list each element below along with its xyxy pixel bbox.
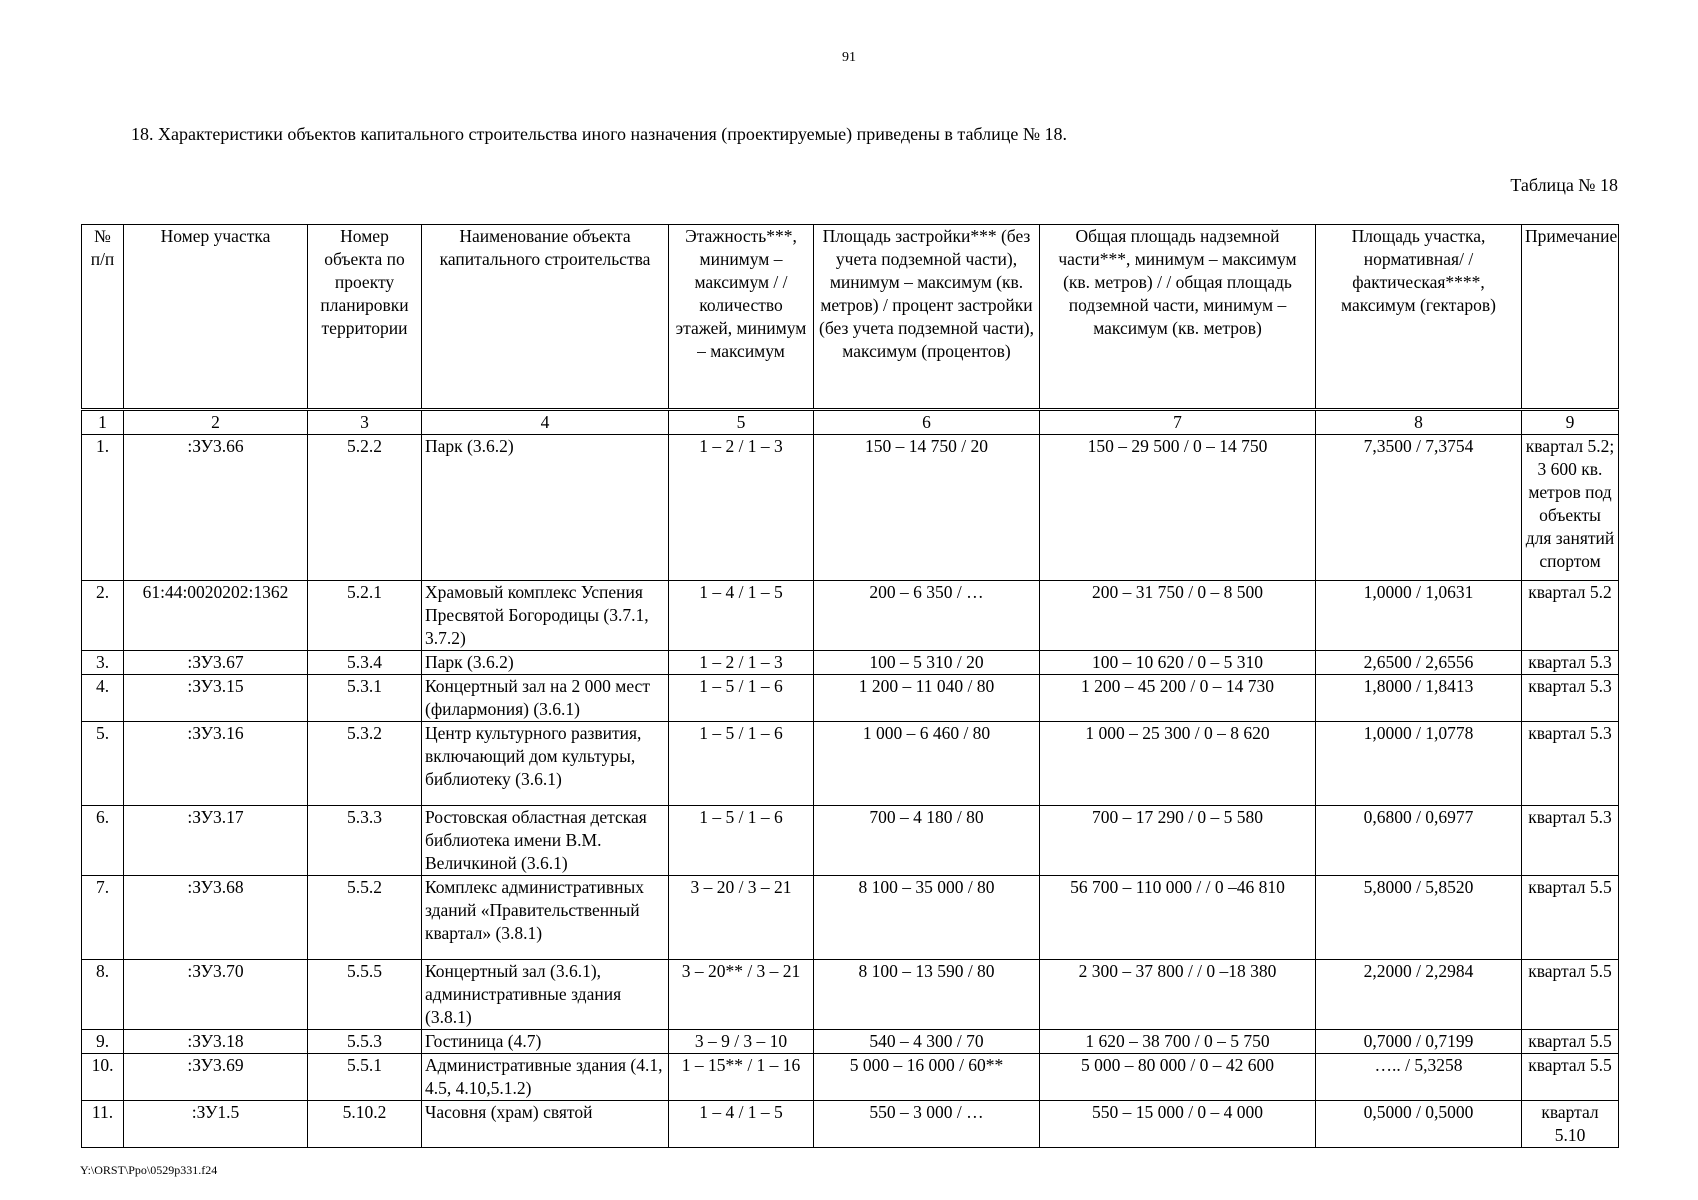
object-name-cell: Центр культурного развития, включающий дом культуры, библиотеку (3.6.1) <box>422 722 669 806</box>
total-area-cell: 1 000 – 25 300 / 0 – 8 620 <box>1040 722 1316 806</box>
plot-area-cell: 1,0000 / 1,0631 <box>1316 581 1522 651</box>
table-row <box>82 722 1619 806</box>
object-name-cell: Концертный зал на 2 000 мест (филармония) (3.6.1) <box>422 675 669 722</box>
total-area-cell: 700 – 17 290 / 0 – 5 580 <box>1040 806 1316 876</box>
object-number-cell: 5.3.2 <box>308 722 422 806</box>
header-cell-9: Примечание <box>1522 225 1619 410</box>
object-name-cell: Парк (3.6.2) <box>422 435 669 581</box>
page-number: 91 <box>842 50 856 65</box>
plot-area-cell: 0,5000 / 0,5000 <box>1316 1101 1522 1148</box>
row-number-cell: 9. <box>82 1030 124 1054</box>
column-number: 3 <box>308 410 422 435</box>
object-number-cell: 5.5.3 <box>308 1030 422 1054</box>
plot-area-cell: 2,2000 / 2,2984 <box>1316 960 1522 1030</box>
header-cell-3: Номер объекта по проекту планировки территории <box>308 225 422 410</box>
row-number-cell: 1. <box>82 435 124 581</box>
header-row <box>82 225 1619 410</box>
plot-area-cell: 5,8000 / 5,8520 <box>1316 876 1522 960</box>
header-cell-4: Наименование объекта капитального строительства <box>422 225 669 410</box>
object-number-cell: 5.3.3 <box>308 806 422 876</box>
row-number-cell: 6. <box>82 806 124 876</box>
built-area-cell: 1 000 – 6 460 / 80 <box>814 722 1040 806</box>
storeys-cell: 1 – 5 / 1 – 6 <box>669 675 814 722</box>
built-area-cell: 100 – 5 310 / 20 <box>814 651 1040 675</box>
built-area-cell: 540 – 4 300 / 70 <box>814 1030 1040 1054</box>
column-number: 7 <box>1040 410 1316 435</box>
total-area-cell: 1 620 – 38 700 / 0 – 5 750 <box>1040 1030 1316 1054</box>
plot-area-cell: ….. / 5,3258 <box>1316 1054 1522 1101</box>
storeys-cell: 1 – 2 / 1 – 3 <box>669 651 814 675</box>
built-area-cell: 8 100 – 35 000 / 80 <box>814 876 1040 960</box>
table-row <box>82 435 1619 581</box>
footer-file-path: Y:\ORST\Ppo\0529p331.f24 <box>80 1163 218 1177</box>
storeys-cell: 1 – 4 / 1 – 5 <box>669 581 814 651</box>
note-cell: квартал 5.3 <box>1522 675 1619 722</box>
note-cell: квартал 5.5 <box>1522 960 1619 1030</box>
plot-number-cell: :ЗУ3.68 <box>124 876 308 960</box>
storeys-cell: 3 – 20** / 3 – 21 <box>669 960 814 1030</box>
row-number-cell: 7. <box>82 876 124 960</box>
row-number-cell: 11. <box>82 1101 124 1148</box>
total-area-cell: 150 – 29 500 / 0 – 14 750 <box>1040 435 1316 581</box>
column-number: 9 <box>1522 410 1619 435</box>
plot-number-cell: :ЗУ3.70 <box>124 960 308 1030</box>
object-number-cell: 5.5.5 <box>308 960 422 1030</box>
table-row <box>82 651 1619 675</box>
table-row <box>82 960 1619 1030</box>
note-cell: квартал 5.3 <box>1522 722 1619 806</box>
plot-number-cell: :ЗУ3.17 <box>124 806 308 876</box>
object-name-cell: Храмовый комплекс Успения Пресвятой Богородицы (3.7.1, 3.7.2) <box>422 581 669 651</box>
plot-number-cell: :ЗУ3.67 <box>124 651 308 675</box>
row-number-cell: 10. <box>82 1054 124 1101</box>
plot-number-cell: :ЗУ3.16 <box>124 722 308 806</box>
header-cell-2: Номер участка <box>124 225 308 410</box>
plot-area-cell: 0,7000 / 0,7199 <box>1316 1030 1522 1054</box>
plot-area-cell: 0,6800 / 0,6977 <box>1316 806 1522 876</box>
total-area-cell: 2 300 – 37 800 / / 0 –18 380 <box>1040 960 1316 1030</box>
object-name-cell: Ростовская областная детская библиотека имени В.М. Величкиной (3.6.1) <box>422 806 669 876</box>
column-number: 6 <box>814 410 1040 435</box>
object-number-cell: 5.2.2 <box>308 435 422 581</box>
built-area-cell: 1 200 – 11 040 / 80 <box>814 675 1040 722</box>
object-number-cell: 5.10.2 <box>308 1101 422 1148</box>
storeys-cell: 1 – 5 / 1 – 6 <box>669 722 814 806</box>
table-row <box>82 675 1619 722</box>
header-cell-6: Площадь застройки*** (без учета подземной части), минимум – максимум (кв. метров) / процент застройки (без учета подземной части), максимум (процентов) <box>814 225 1040 410</box>
built-area-cell: 550 – 3 000 / … <box>814 1101 1040 1148</box>
plot-area-cell: 2,6500 / 2,6556 <box>1316 651 1522 675</box>
note-cell: квартал 5.5 <box>1522 876 1619 960</box>
object-number-cell: 5.3.4 <box>308 651 422 675</box>
characteristics-table <box>81 224 1619 1148</box>
plot-number-cell: 61:44:0020202:1362 <box>124 581 308 651</box>
total-area-cell: 100 – 10 620 / 0 – 5 310 <box>1040 651 1316 675</box>
storeys-cell: 3 – 20 / 3 – 21 <box>669 876 814 960</box>
total-area-cell: 200 – 31 750 / 0 – 8 500 <box>1040 581 1316 651</box>
column-number-row <box>82 410 1619 435</box>
plot-number-cell: :ЗУ1.5 <box>124 1101 308 1148</box>
column-number: 1 <box>82 410 124 435</box>
column-number: 4 <box>422 410 669 435</box>
plot-number-cell: :ЗУ3.69 <box>124 1054 308 1101</box>
row-number-cell: 4. <box>82 675 124 722</box>
note-cell: квартал 5.3 <box>1522 806 1619 876</box>
note-cell: квартал 5.5 <box>1522 1030 1619 1054</box>
header-cell-1: № п/п <box>82 225 124 410</box>
plot-number-cell: :ЗУ3.66 <box>124 435 308 581</box>
total-area-cell: 1 200 – 45 200 / 0 – 14 730 <box>1040 675 1316 722</box>
built-area-cell: 5 000 – 16 000 / 60** <box>814 1054 1040 1101</box>
object-name-cell: Гостиница (4.7) <box>422 1030 669 1054</box>
table-header <box>82 225 1619 410</box>
storeys-cell: 1 – 5 / 1 – 6 <box>669 806 814 876</box>
header-cell-5: Этажность***, минимум – максимум / / количество этажей, минимум – максимум <box>669 225 814 410</box>
note-cell: квартал 5.10 <box>1522 1101 1619 1148</box>
object-number-cell: 5.5.2 <box>308 876 422 960</box>
row-number-cell: 3. <box>82 651 124 675</box>
object-number-cell: 5.5.1 <box>308 1054 422 1101</box>
built-area-cell: 150 – 14 750 / 20 <box>814 435 1040 581</box>
plot-area-cell: 7,3500 / 7,3754 <box>1316 435 1522 581</box>
table-row <box>82 1101 1619 1148</box>
table-row <box>82 876 1619 960</box>
column-number: 8 <box>1316 410 1522 435</box>
total-area-cell: 5 000 – 80 000 / 0 – 42 600 <box>1040 1054 1316 1101</box>
built-area-cell: 8 100 – 13 590 / 80 <box>814 960 1040 1030</box>
object-number-cell: 5.3.1 <box>308 675 422 722</box>
built-area-cell: 200 – 6 350 / … <box>814 581 1040 651</box>
table-body <box>82 410 1619 1148</box>
plot-number-cell: :ЗУ3.15 <box>124 675 308 722</box>
table-caption: Таблица № 18 <box>1510 175 1618 195</box>
column-number: 2 <box>124 410 308 435</box>
object-name-cell: Парк (3.6.2) <box>422 651 669 675</box>
note-cell: квартал 5.2; 3 600 кв. метров под объекты для занятий спортом <box>1522 435 1619 581</box>
intro-paragraph: 18. Характеристики объектов капитального строительства иного назначения (проектируемые) приведены в таблице № 18. <box>131 124 1068 144</box>
object-name-cell: Часовня (храм) святой <box>422 1101 669 1148</box>
header-cell-7: Общая площадь надземной части***, минимум – максимум (кв. метров) / / общая площадь подземной части, минимум – максимум (кв. метров) <box>1040 225 1316 410</box>
row-number-cell: 5. <box>82 722 124 806</box>
plot-area-cell: 1,0000 / 1,0778 <box>1316 722 1522 806</box>
total-area-cell: 56 700 – 110 000 / / 0 –46 810 <box>1040 876 1316 960</box>
table-row <box>82 1054 1619 1101</box>
row-number-cell: 2. <box>82 581 124 651</box>
note-cell: квартал 5.5 <box>1522 1054 1619 1101</box>
row-number-cell: 8. <box>82 960 124 1030</box>
object-name-cell: Административные здания (4.1, 4.5, 4.10,5.1.2) <box>422 1054 669 1101</box>
plot-area-cell: 1,8000 / 1,8413 <box>1316 675 1522 722</box>
built-area-cell: 700 – 4 180 / 80 <box>814 806 1040 876</box>
storeys-cell: 3 – 9 / 3 – 10 <box>669 1030 814 1054</box>
table-row <box>82 806 1619 876</box>
storeys-cell: 1 – 15** / 1 – 16 <box>669 1054 814 1101</box>
total-area-cell: 550 – 15 000 / 0 – 4 000 <box>1040 1101 1316 1148</box>
table-row <box>82 1030 1619 1054</box>
note-cell: квартал 5.2 <box>1522 581 1619 651</box>
object-number-cell: 5.2.1 <box>308 581 422 651</box>
storeys-cell: 1 – 4 / 1 – 5 <box>669 1101 814 1148</box>
object-name-cell: Комплекс административных зданий «Правительственный квартал» (3.8.1) <box>422 876 669 960</box>
object-name-cell: Концертный зал (3.6.1), административные здания (3.8.1) <box>422 960 669 1030</box>
plot-number-cell: :ЗУ3.18 <box>124 1030 308 1054</box>
table-row <box>82 581 1619 651</box>
note-cell: квартал 5.3 <box>1522 651 1619 675</box>
column-number: 5 <box>669 410 814 435</box>
storeys-cell: 1 – 2 / 1 – 3 <box>669 435 814 581</box>
header-cell-8: Площадь участка, нормативная/ / фактическая****, максимум (гектаров) <box>1316 225 1522 410</box>
